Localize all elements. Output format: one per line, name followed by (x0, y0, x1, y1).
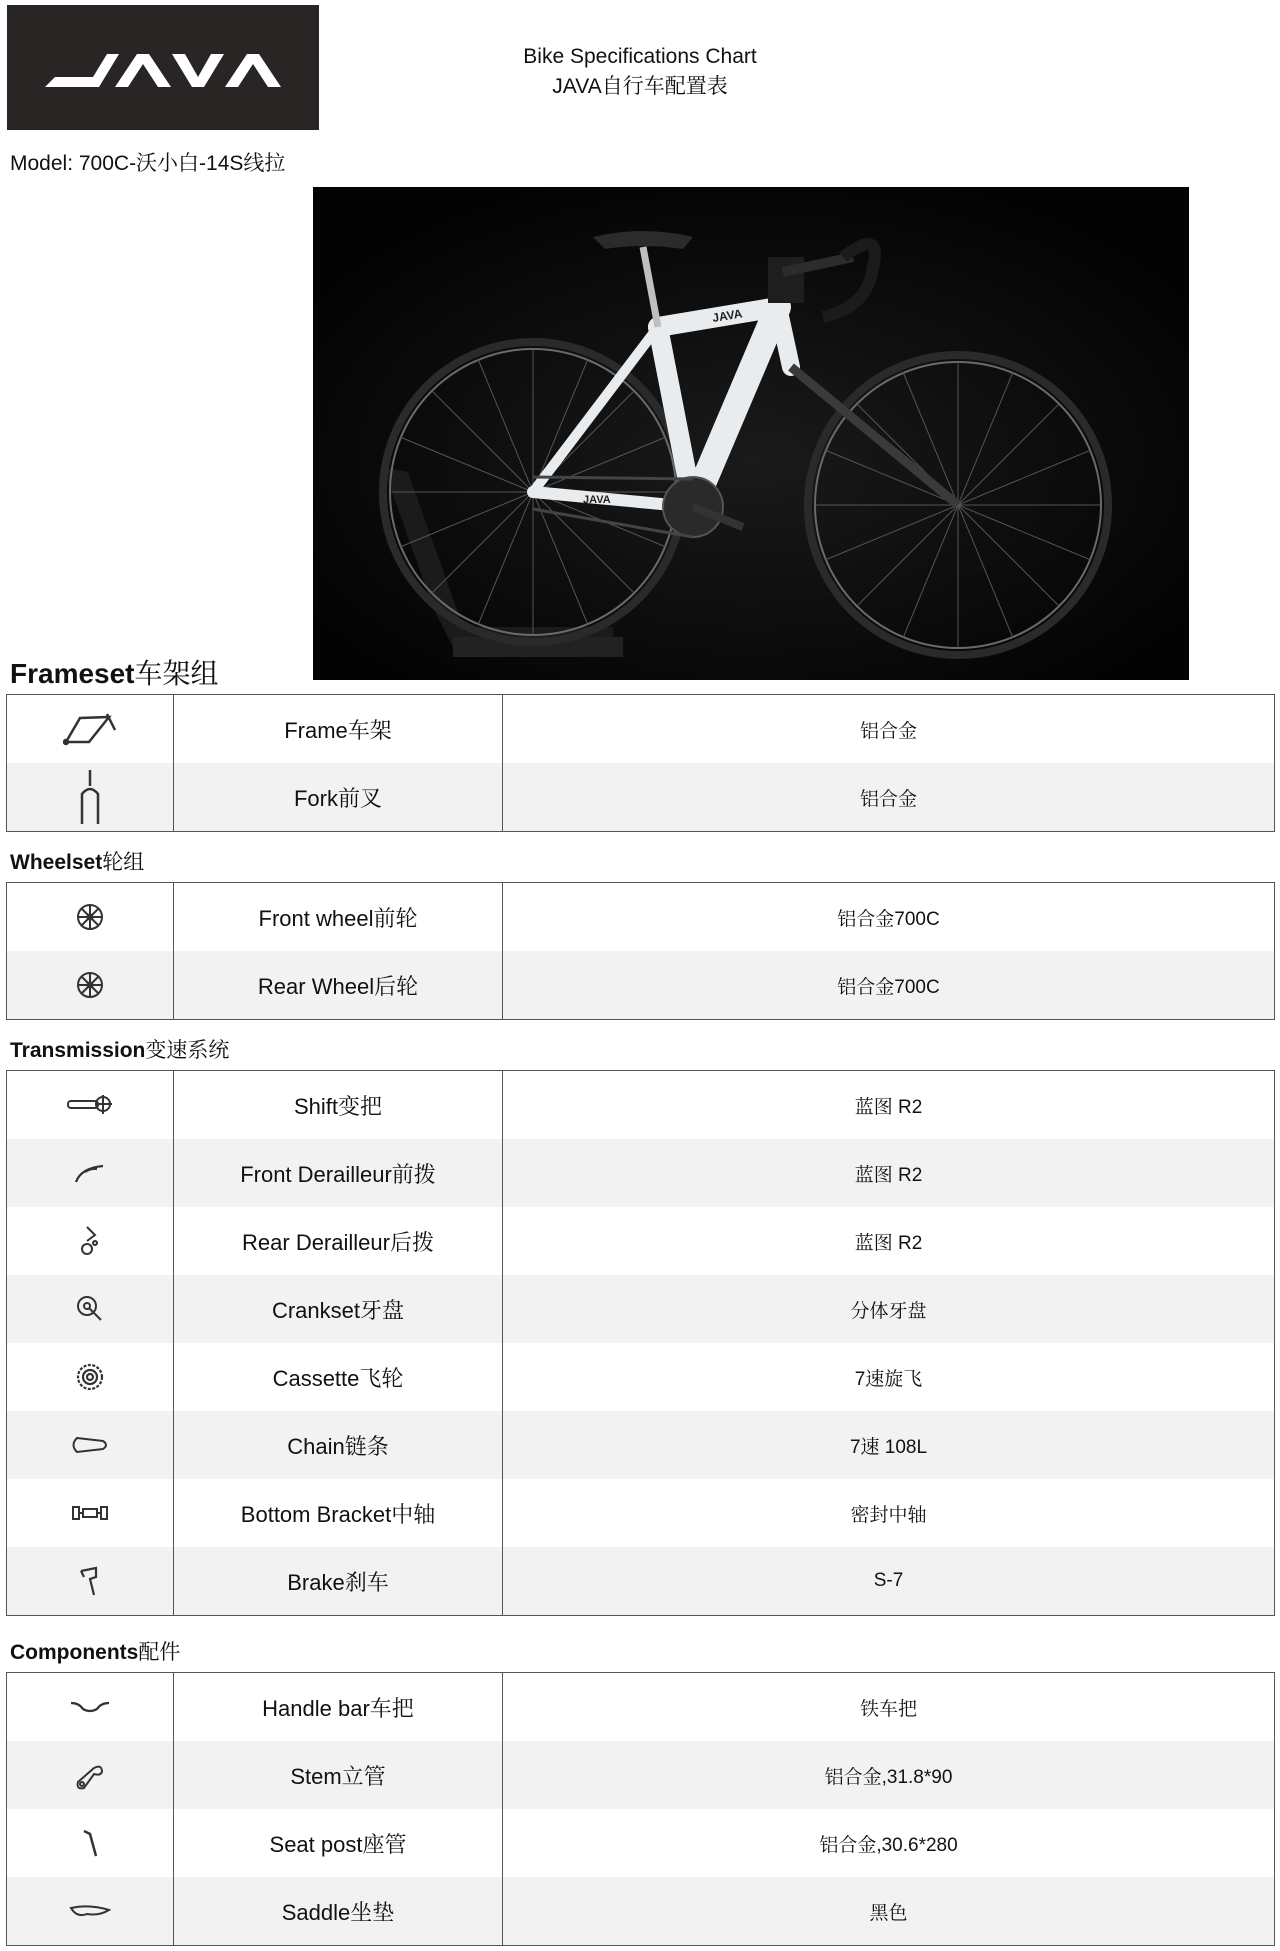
frame-icon (63, 712, 117, 746)
bike-photo (313, 187, 1189, 680)
table-row (7, 1673, 1275, 1742)
table-row (7, 695, 1275, 764)
spec-name: Rear Derailleur后拨 (174, 1207, 503, 1275)
table-row (7, 883, 1275, 952)
wheel-icon (75, 970, 105, 1000)
spec-value: 铝合金,30.6*280 (819, 1834, 958, 1856)
bottom-bracket-icon (71, 1503, 109, 1523)
table-row (7, 1547, 1275, 1616)
spec-value: 蓝图 R2 (854, 1096, 923, 1118)
spec-value: 7速旋飞 (854, 1368, 923, 1390)
spec-value: 铝合金 (503, 763, 1275, 832)
table-row (7, 1479, 1275, 1547)
spec-value: 密封中轴 (850, 1504, 927, 1526)
spec-value: 铝合金,31.8*90 (503, 1741, 1275, 1809)
title-cn: JAVA自行车配置表 (552, 75, 728, 98)
spec-value: 蓝图 R2 (854, 1232, 923, 1254)
spec-value: 分体牙盘 (503, 1275, 1275, 1343)
spec-name: Chain链条 (174, 1411, 503, 1479)
table-row (7, 1071, 1275, 1140)
svg-text:JAVA: JAVA (711, 306, 744, 325)
spec-value: 蓝图 R2 (503, 1139, 1275, 1207)
spec-name: Crankset牙盘 (174, 1275, 503, 1343)
wheelset-table (6, 882, 1275, 1020)
chain-icon (69, 1435, 111, 1455)
spec-value: 铝合金700C (837, 908, 940, 930)
svg-text:JAVA: JAVA (583, 494, 611, 506)
handlebar-icon (69, 1699, 111, 1715)
transmission-table (6, 1070, 1275, 1616)
spec-name: Cassette飞轮 (174, 1343, 503, 1411)
table-row (7, 1343, 1275, 1411)
spec-name: Fork前叉 (174, 763, 503, 832)
spec-name: Bottom Bracket中轴 (174, 1479, 503, 1547)
rear-derailleur-icon (79, 1225, 101, 1257)
spec-name: Stem立管 (174, 1741, 503, 1809)
spec-value: 铝合金 (859, 720, 917, 742)
spec-value: 7速 108L (503, 1411, 1275, 1479)
section-title-transmission: Transmission变速系统 (10, 1039, 230, 1062)
document-title (420, 42, 860, 102)
table-row (7, 1275, 1275, 1343)
table-row (7, 1741, 1275, 1809)
spec-value: 铁车把 (859, 1698, 917, 1720)
spec-name: Seat post座管 (174, 1809, 503, 1877)
spec-name: Front Derailleur前拨 (174, 1139, 503, 1207)
table-row (7, 763, 1275, 832)
seatpost-icon (80, 1828, 100, 1858)
section-title-components: Components配件 (10, 1641, 181, 1664)
saddle-icon (69, 1902, 111, 1920)
spec-name: Handle bar车把 (174, 1673, 503, 1742)
frameset-table (6, 694, 1275, 832)
spec-name: Rear Wheel后轮 (174, 951, 503, 1020)
section-title-wheelset: Wheelset轮组 (10, 851, 145, 874)
fork-icon (78, 768, 102, 826)
cassette-icon (75, 1362, 105, 1392)
brake-icon (78, 1565, 102, 1597)
table-row (7, 1877, 1275, 1946)
spec-name: Brake刹车 (174, 1547, 503, 1616)
wheel-icon (75, 902, 105, 932)
spec-name: Frame车架 (174, 695, 503, 764)
section-title-frameset: Frameset车架组 (10, 658, 219, 689)
spec-name: Front wheel前轮 (174, 883, 503, 952)
spec-value: S-7 (503, 1547, 1275, 1616)
spec-name: Saddle坐垫 (174, 1877, 503, 1946)
model-label: Model: 700C-沃小白-14S线拉 (10, 152, 286, 175)
java-logo (7, 5, 319, 130)
crankset-icon (75, 1294, 105, 1324)
table-row (7, 1139, 1275, 1207)
stem-icon (74, 1760, 106, 1790)
spec-value: 黑色 (503, 1877, 1275, 1946)
table-row (7, 1411, 1275, 1479)
table-row (7, 1207, 1275, 1275)
title-en: Bike Specifications Chart (523, 45, 757, 68)
front-derailleur-icon (73, 1162, 107, 1184)
shifter-icon (66, 1094, 114, 1116)
table-row (7, 951, 1275, 1020)
spec-name: Shift变把 (174, 1071, 503, 1140)
table-row (7, 1809, 1275, 1877)
spec-value: 铝合金700C (503, 951, 1275, 1020)
components-table (6, 1672, 1275, 1946)
